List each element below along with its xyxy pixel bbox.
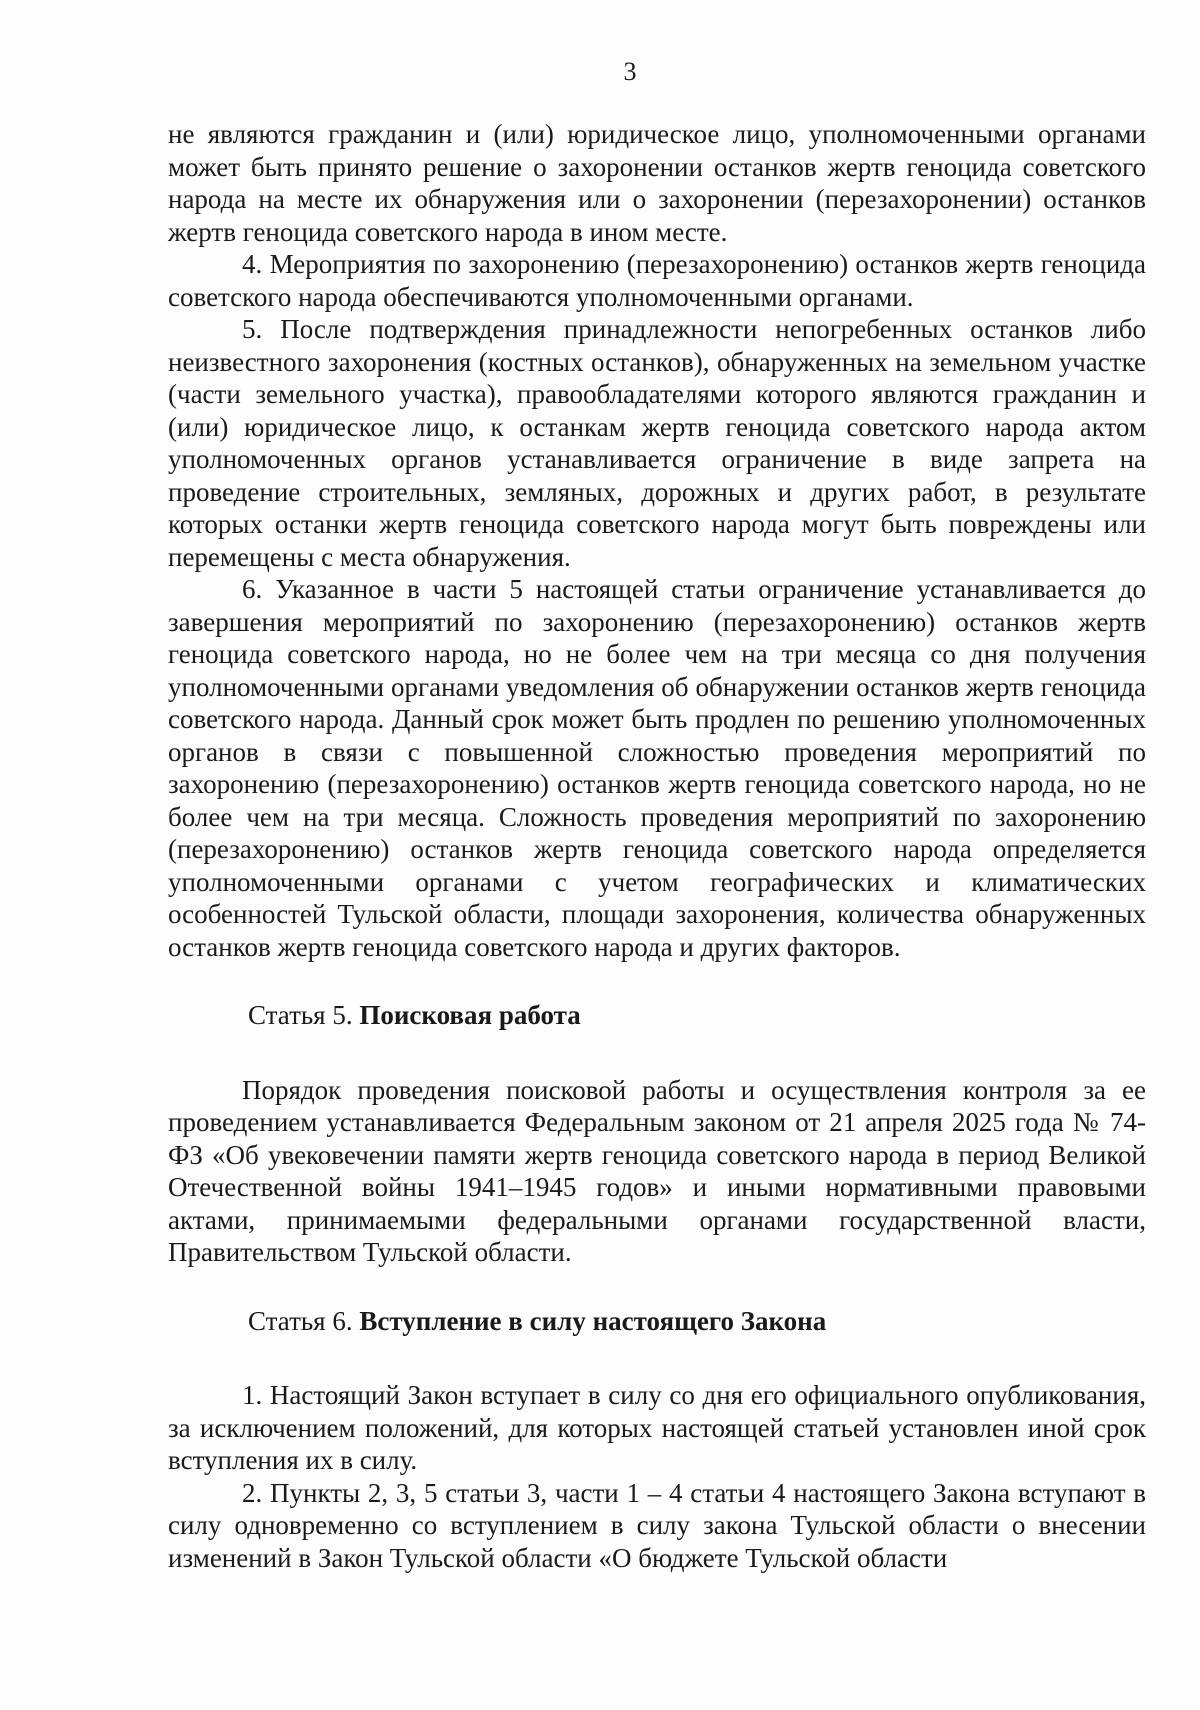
paragraph-continuation: не являются гражданин и (или) юридическое лицо, уполномоченными органами может быть принято решение о захоронении останков жертв геноцида советского народа на месте их обнаружения или о захоронении (перезахоронении) останков жертв геноцида советского народа в ином месте. bbox=[168, 119, 1146, 247]
article-5-text: Порядок проведения поисковой работы и осуществления контроля за ее проведением устанавливается Федеральным законом от 21 апреля 2025 года № 74-ФЗ «Об увековечении памяти жертв геноцида советского народа в период Великой Отечественной войны 1941–1945 годов» и иными нормативными правовыми актами, принимаемыми федеральными органами государственной власти, Правительством Тульской области. bbox=[168, 1074, 1146, 1267]
document-body bbox=[168, 118, 1146, 1574]
paragraph-item-4: 4. Мероприятия по захоронению (перезахоронению) останков жертв геноцида советского народа обеспечиваются уполномоченными органами. bbox=[168, 249, 1146, 312]
paragraph-item-5: 5. После подтверждения принадлежности непогребенных останков либо неизвестного захоронения (костных останков), обнаруженных на земельном участке (части земельного участка), правообладателями которого являются гражданин и (или) юридическое лицо, к останкам жертв геноцида советского народа актом уполномоченных органов устанавливается ограничение в виде запрета на проведение строительных, земляных, дорожных и других работ, в результате которых останки жертв геноцида советского народа могут быть повреждены или перемещены с места обнаружения. bbox=[168, 314, 1146, 572]
page-number: 3 bbox=[623, 57, 637, 86]
paragraph-item-6: 6. Указанное в части 5 настоящей статьи ограничение устанавливается до завершения мероприятий по захоронению (перезахоронению) останков жертв геноцида советского народа, но не более чем на три месяца со дня получения уполномоченными органами уведомления об обнаружении останков жертв геноцида советского народа. Данный срок может быть продлен по решению уполномоченных органов в связи с повышенной сложностью проведения мероприятий по захоронению (перезахоронению) останков жертв геноцида советского народа, но не более чем на три месяца. Сложность проведения мероприятий по захоронению (перезахоронению) останков жертв геноцида советского народа определяется уполномоченными органами с учетом географических и климатических особенностей Тульской области, площади захоронения, количества обнаруженных останков жертв геноцида советского народа и других факторов. bbox=[168, 574, 1146, 962]
article-6-paragraph-1: 1. Настоящий Закон вступает в силу со дня его официального опубликования, за исключением положений, для которых настоящей статьей установлен иной срок вступления их в силу. bbox=[168, 1380, 1146, 1475]
article-6-title: Вступление в силу настоящего Закона bbox=[359, 1305, 827, 1336]
article-6-prefix: Статья 6. bbox=[248, 1305, 353, 1336]
article-6-paragraph-2: 2. Пункты 2, 3, 5 статьи 3, части 1 – 4 статьи 4 настоящего Закона вступают в силу одновременно со вступлением в силу закона Тульской области о внесении изменений в Закон Тульской области «О бюджете Тульской области bbox=[168, 1477, 1146, 1573]
article-5-prefix: Статья 5. bbox=[248, 1000, 353, 1030]
article-6-heading bbox=[168, 1305, 1146, 1338]
article-5-heading bbox=[168, 999, 1146, 1032]
article-5-title: Поисковая работа bbox=[359, 1000, 581, 1030]
